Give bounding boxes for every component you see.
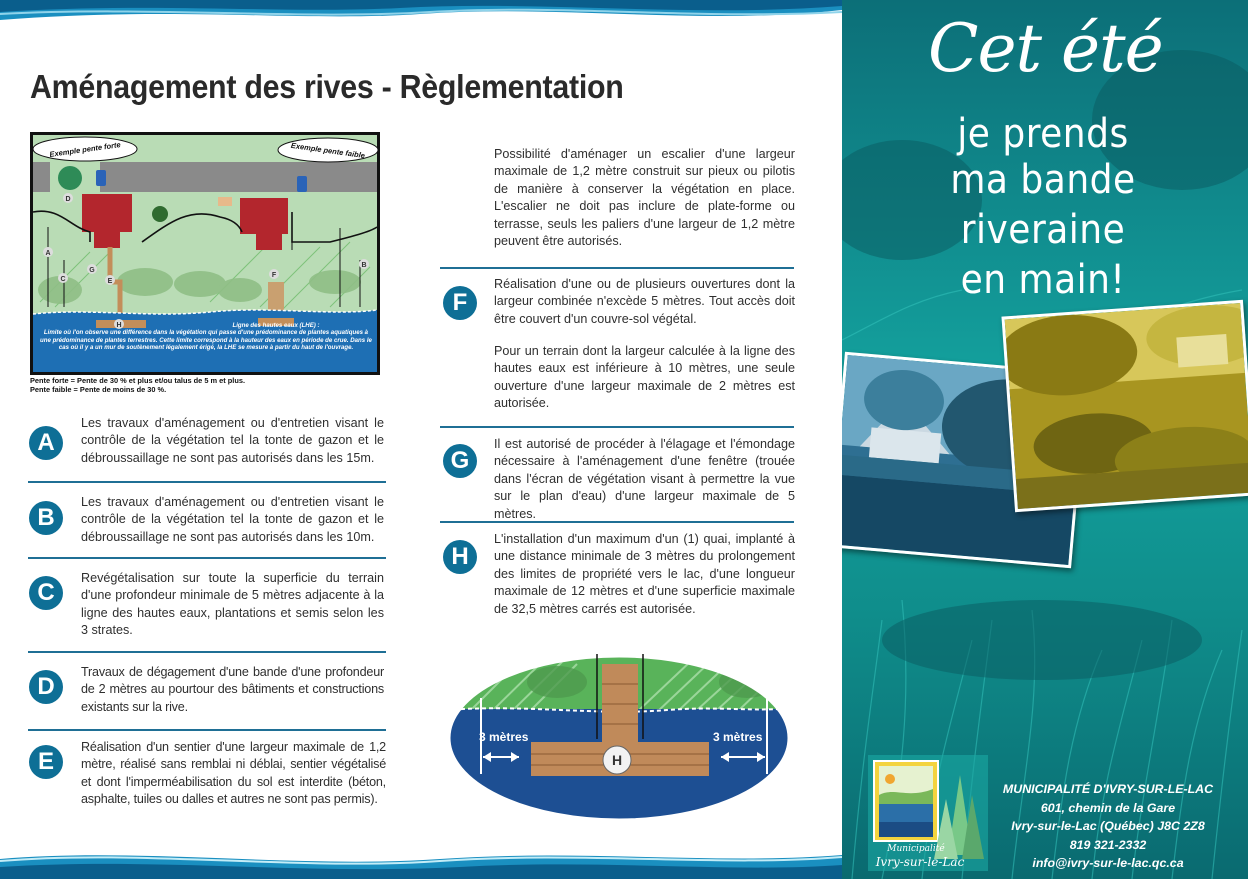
dock-left-label: 3 mètres [479,730,529,744]
logo-line-2: Ivry-sur-le-Lac [875,855,965,869]
dock-marker-h: H [611,752,623,768]
headline-line-3: riveraine [960,207,1126,253]
logo-line-1: Municipalité [887,844,945,854]
contact-city: Ivry-sur-le-Lac (Québec) J8C 2Z8 [1011,819,1205,834]
divider [440,426,794,428]
label-strong-bubble [33,137,137,161]
badge-d: D [29,670,63,704]
item-g-text: Il est autorisé de procéder à l'élagage et l'émondage nécessaire à l'aménagement d'une fenêtre (trouée dans l'écran de végétation visant à permettre la vue sur le plan d'eau) d'une largeur maximale de 5 mètres. [494,437,795,521]
contact-name: MUNICIPALITÉ D'IVRY-SUR-LE-LAC [1002,782,1214,796]
divider [28,651,386,653]
shoreline-diagram [30,132,380,375]
marker-c: C [60,276,66,283]
item-f-extra: Pour un terrain dont la largeur calculée à la ligne des hautes eaux est inférieure à 10 mètres, une seule ouverture d'une largeur maximale de 2 mètres est autorisée. [494,344,795,411]
item-d-text: Travaux de dégagement d'une bande d'une profondeur de 2 mètres au pourtour des bâtiments et constructions existants sur la rive. [81,665,384,714]
top-wave-decoration [0,0,842,34]
note-weak: Pente faible = Pente de moins de 30 %. [30,385,167,394]
contact-address: 601, chemin de la Gare [1040,800,1176,815]
stairs-text: Possibilité d'aménager un escalier d'une largeur maximale de 1,2 mètre construit sur pieux ou pilotis de manière à conserver la végétation en place. L'escalier ne doit pas inclure de plate-forme ou terrasse, seuls les paliers d'une largeur de 1,2 mètre peuvent être autorisés. [494,147,795,249]
headline-script: Cet été [928,10,1163,87]
page-title: Aménagement des rives - Règlementation [30,68,624,105]
headline-line-4: en main! [960,257,1126,303]
municipality-logo [868,755,988,871]
marker-f: F [271,272,277,279]
marker-d: D [65,196,71,203]
item-h-text: L'installation d'un maximum d'un (1) quai, implanté à une distance minimale de 3 mètres du prolongement des limites de propriété vers le lac, d'une longueur maximale de 12 mètres et d'une superficie maximale de 32,5 mètres carrés est autorisée. [494,532,795,616]
contact-block [978,780,1238,873]
divider [28,481,386,483]
note-strong: Pente forte = Pente de 30 % et plus et/ou talus de 5 m et plus. [30,376,245,385]
garden-photo [1001,300,1248,512]
badge-e: E [29,745,63,779]
badge-a: A [29,426,63,460]
bottom-wave-decoration [0,839,842,879]
marker-g: G [89,267,95,274]
divider [28,729,386,731]
marker-e: E [107,278,113,285]
label-strong: Exemple pente forte [48,140,122,159]
lhe-caption-title: Ligne des hautes eaux (LHE) : [232,322,320,329]
badge-c: C [29,576,63,610]
dock-right-label: 3 mètres [713,730,763,744]
divider [440,267,794,269]
headline-line-1: je prends [957,111,1129,157]
badge-g: G [443,444,477,478]
item-a-text: Les travaux d'aménagement ou d'entretien visant le contrôle de la végétation tel la tonte de gazon et le débroussaillage ne sont pas autorisés dans les 15m. [81,416,384,465]
slope-legend [30,376,245,394]
dock-diagram [447,654,791,822]
contact-phone: 819 321-2332 [1069,837,1147,852]
item-f-text: Réalisation d'une ou de plusieurs ouvertures dont la largeur combinée n'excède 5 mètres. Tout accès doit être couvert d'un couvre-sol végétal. [494,277,795,326]
badge-f: F [443,286,477,320]
headline-line-2: ma bande [950,157,1136,203]
item-b-text: Les travaux d'aménagement ou d'entretien visant le contrôle de la végétation tel la tonte de gazon et le débroussaillage ne sont pas autorisés dans les 10m. [81,495,384,544]
divider [28,557,386,559]
badge-b: B [29,501,63,535]
label-weak-bubble [278,138,378,162]
lhe-caption-body: Limite où l'on observe une différence dans la végétation qui passe d'une prédominance de plantes aquatiques à une prédominance de plantes terrestres. Cette limite correspond à la hauteur des eaux en période de crue. Dans le cas où il y a un mur de soutènement légalement érigé, la LHE se mesure à partir du haut de l'ouvrage. [40,329,372,352]
contact-email[interactable]: info@ivry-sur-le-lac.qc.ca [1032,856,1184,871]
item-e-text: Réalisation d'un sentier d'une largeur maximale de 1,2 mètre, réalisé sans remblai ni déblai, sentier végétalisé et dont l'imperméabilisation du sol est interdite (béton, asphalte, tuiles ou dalles et autres ne sont pas permis). [81,740,386,807]
label-weak: Exemple pente faible [290,140,366,161]
marker-h: H [116,322,122,329]
marker-b: B [361,262,367,269]
marker-a: A [45,250,51,257]
item-c-text: Revégétalisation sur toute la superficie du terrain d'une profondeur minimale de 5 mètres adjacente à la ligne des hautes eaux, plantations et semis selon les 3 strates. [81,571,384,638]
divider [440,521,794,523]
badge-h: H [443,540,477,574]
campaign-panel [842,0,1248,879]
